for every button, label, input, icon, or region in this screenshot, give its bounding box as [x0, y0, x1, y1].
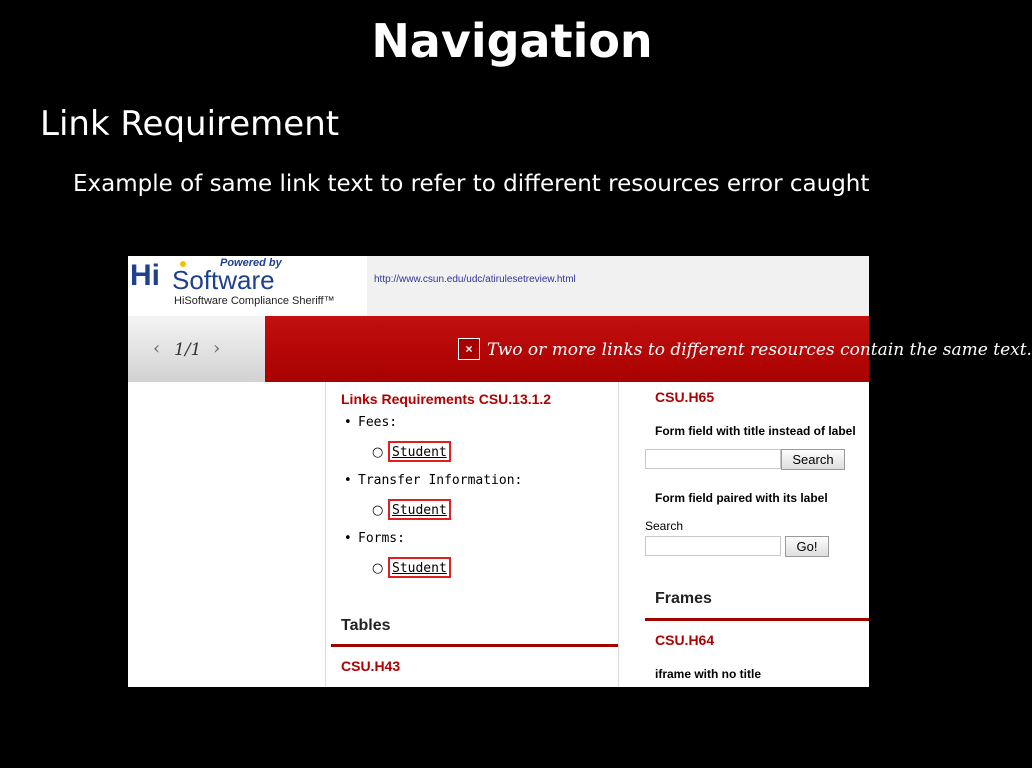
slide-subtitle: Example of same link text to refer to different resources error caught	[73, 171, 870, 197]
list-subitem	[372, 499, 451, 520]
list-subitem	[372, 557, 451, 578]
go-button[interactable]: Go!	[785, 536, 829, 557]
forms-panel	[619, 382, 869, 687]
circle-bullet-icon: ○	[372, 503, 384, 518]
results-toolbar	[128, 316, 1032, 382]
section-divider	[645, 618, 869, 621]
logo-software-text: Software	[172, 265, 275, 295]
bullet-dot-icon: •	[344, 473, 352, 488]
result-pager	[128, 316, 265, 382]
iframe-label: iframe with no title	[655, 667, 762, 681]
student-link[interactable]: Student	[388, 441, 451, 462]
list-item-label: Transfer Information:	[358, 473, 523, 488]
list-item	[344, 473, 522, 488]
circle-bullet-icon: ○	[372, 445, 384, 460]
student-link[interactable]: Student	[388, 499, 451, 520]
links-section-title: Links Requirements CSU.13.1.2	[341, 391, 552, 407]
section-divider	[331, 644, 618, 647]
error-message: Two or more links to different resources contain the same text.	[487, 340, 1032, 360]
tables-heading: Tables	[341, 617, 391, 634]
slide-heading: Link Requirement	[40, 104, 340, 144]
form-paired-label: Form field paired with its label	[655, 491, 828, 505]
hisoftware-logo	[128, 256, 367, 316]
list-item-label: Fees:	[358, 415, 398, 430]
list-item	[344, 415, 397, 430]
logo-tagline: HiSoftware Compliance Sheriff™	[174, 295, 335, 307]
rule-h64-title: CSU.H64	[655, 632, 715, 648]
student-link[interactable]: Student	[388, 557, 451, 578]
list-item-label: Forms:	[358, 531, 405, 546]
search-field-label: Search	[645, 519, 684, 533]
page-url[interactable]: http://www.csun.edu/udc/atirulesetreview.html	[374, 274, 576, 285]
bullet-dot-icon: •	[344, 415, 352, 430]
close-icon[interactable]: ×	[458, 338, 480, 360]
slide-title: Navigation	[371, 14, 653, 68]
rule-h65-title: CSU.H65	[655, 389, 715, 405]
tables-rule-id: CSU.H43	[341, 658, 401, 674]
tool-header	[128, 256, 869, 317]
logo-hi-text: Hi	[130, 259, 160, 292]
logo-powered-by: Powered by	[220, 257, 282, 269]
form-title-label: Form field with title instead of label	[655, 424, 856, 438]
circle-bullet-icon: ○	[372, 561, 384, 576]
frames-heading: Frames	[655, 590, 712, 607]
list-subitem	[372, 441, 451, 462]
bullet-dot-icon: •	[344, 531, 352, 546]
search-input-labeled[interactable]	[645, 536, 781, 556]
chevron-right-icon[interactable]: ›	[213, 338, 221, 359]
pager-count: 1/1	[174, 340, 202, 360]
report-screenshot	[128, 256, 1032, 687]
links-panel	[326, 382, 619, 687]
list-item	[344, 531, 405, 546]
search-button[interactable]: Search	[781, 449, 845, 470]
error-banner	[265, 316, 1032, 382]
chevron-left-icon[interactable]: ‹	[153, 338, 161, 359]
left-blank-column	[128, 382, 326, 687]
search-input[interactable]	[645, 449, 781, 469]
